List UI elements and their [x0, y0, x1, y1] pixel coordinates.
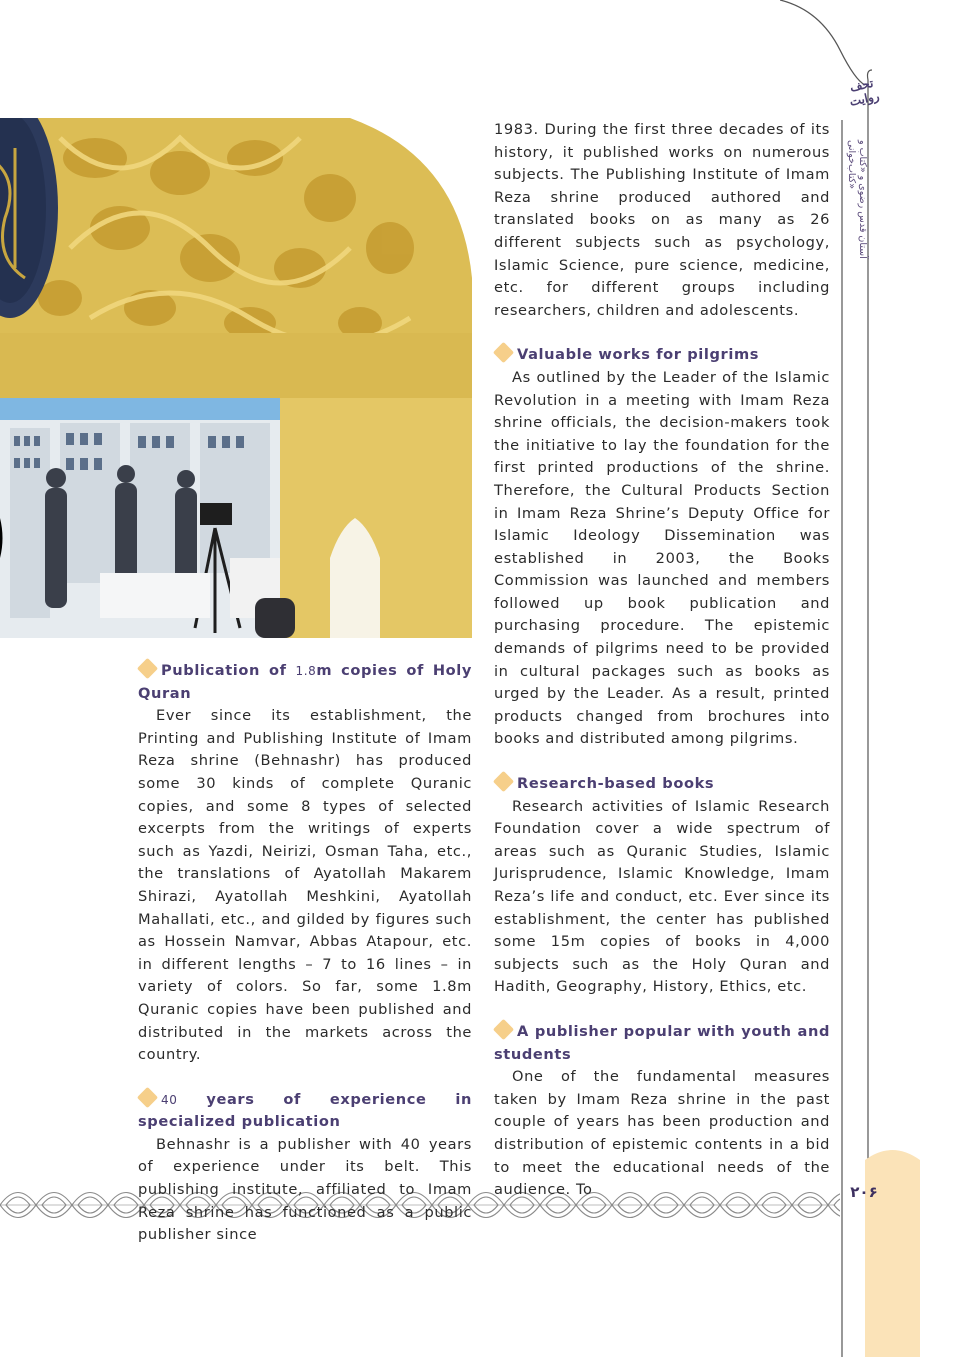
paragraph-continuation: 1983. During the first three decades of its history, it published works on numerous subjects. The Publishing Institute of Imam Reza shrine produced authored and translated books on as many as 26 different subjects such as psychology, Islamic Science, pure science, medicine, etc. for different groups including researchers, children and adolescents. [494, 121, 830, 319]
paragraph-research: Research activities of Islamic Research Foundation cover a wide spectrum of areas such as Quranic Studies, Islamic Jurisprudence, Islamic Knowledge, Imam Reza’s life and conduct, etc. Ever since its establishment, the center has published some 15m copies of books in 4,000 subjects such as the Holy Quran and Hadith, Geography, History, Ethics, etc. [494, 797, 830, 996]
right-text-column [494, 119, 830, 1202]
section-heading-quran-copies: Publication of 1.8m copies of Holy Quran [138, 660, 472, 705]
bullet-diamond-icon [137, 1087, 158, 1108]
bullet-diamond-icon [493, 342, 514, 363]
bullet-diamond-icon [493, 1019, 514, 1040]
journal-logo: تحف روايت [848, 75, 881, 109]
paragraph-quran-copies: Ever since its establishment, the Printing and Publishing Institute of Imam Reza shrine (Behnashr) has produced some 30 kinds of complete Quranic copies, and some 8 types of selected excerpts from the writings of experts such as Yazdi, Neirizi, Osman Taha, etc., the translations of Ayatollah Makarem Shirazi, Ayatollah Meshkini, Ayatollah Mahallati, etc., and gilded by figures such as Hossein Namvar, Abbas Atapour, etc. in different lengths – 7 to 16 lines – in variety of colors. So far, some 1.8m Quranic copies have been published and distributed in the markets across the country. [138, 707, 472, 1064]
page-number: ۲۰۶ [850, 1183, 878, 1201]
exhibition-photo [0, 118, 472, 638]
section-heading-experience: 40 years of experience in specialized publication [138, 1089, 472, 1134]
bullet-diamond-icon [137, 658, 158, 679]
sidebar-caption: آستان قدس رضوی و «کتاب و کتاب‌خوانی» [846, 140, 868, 259]
bullet-diamond-icon [493, 771, 514, 792]
section-heading-pilgrims: Valuable works for pilgrims [494, 344, 830, 367]
exhibition-booth-image [0, 118, 472, 638]
paragraph-experience: Behnashr is a publisher with 40 years of experience under its belt. This publishing institute, affiliated to Imam Reza shrine has functioned as a public publisher since [138, 1135, 472, 1244]
section-heading-youth: A publisher popular with youth and students [494, 1021, 830, 1066]
paragraph-youth: One of the fundamental measures taken by Imam Reza shrine in the past couple of years has been production and distribution of epistemic contents in a bid to meet the educational needs of the audience. To [494, 1068, 830, 1199]
left-text-column [138, 660, 472, 1247]
section-heading-research: Research-based books [494, 773, 830, 796]
paragraph-pilgrims: As outlined by the Leader of the Islamic Revolution in a meeting with Imam Reza shrine officials, the decision-makers took the initiative to lay the foundation for the first printed productions of the shrine. Therefore, the Cultural Products Section in Imam Reza Shrine’s Deputy Office for Islamic Ideology Dissemination was established in 2003, the Books Commission was launched and members followed up book publication and purchasing procedure. The epistemic demands of pilgrims need to be provided in cultural packages such as books as urged by the Leader. As a result, printed products changed from brochures into books and distributed among pilgrims. [494, 368, 830, 748]
